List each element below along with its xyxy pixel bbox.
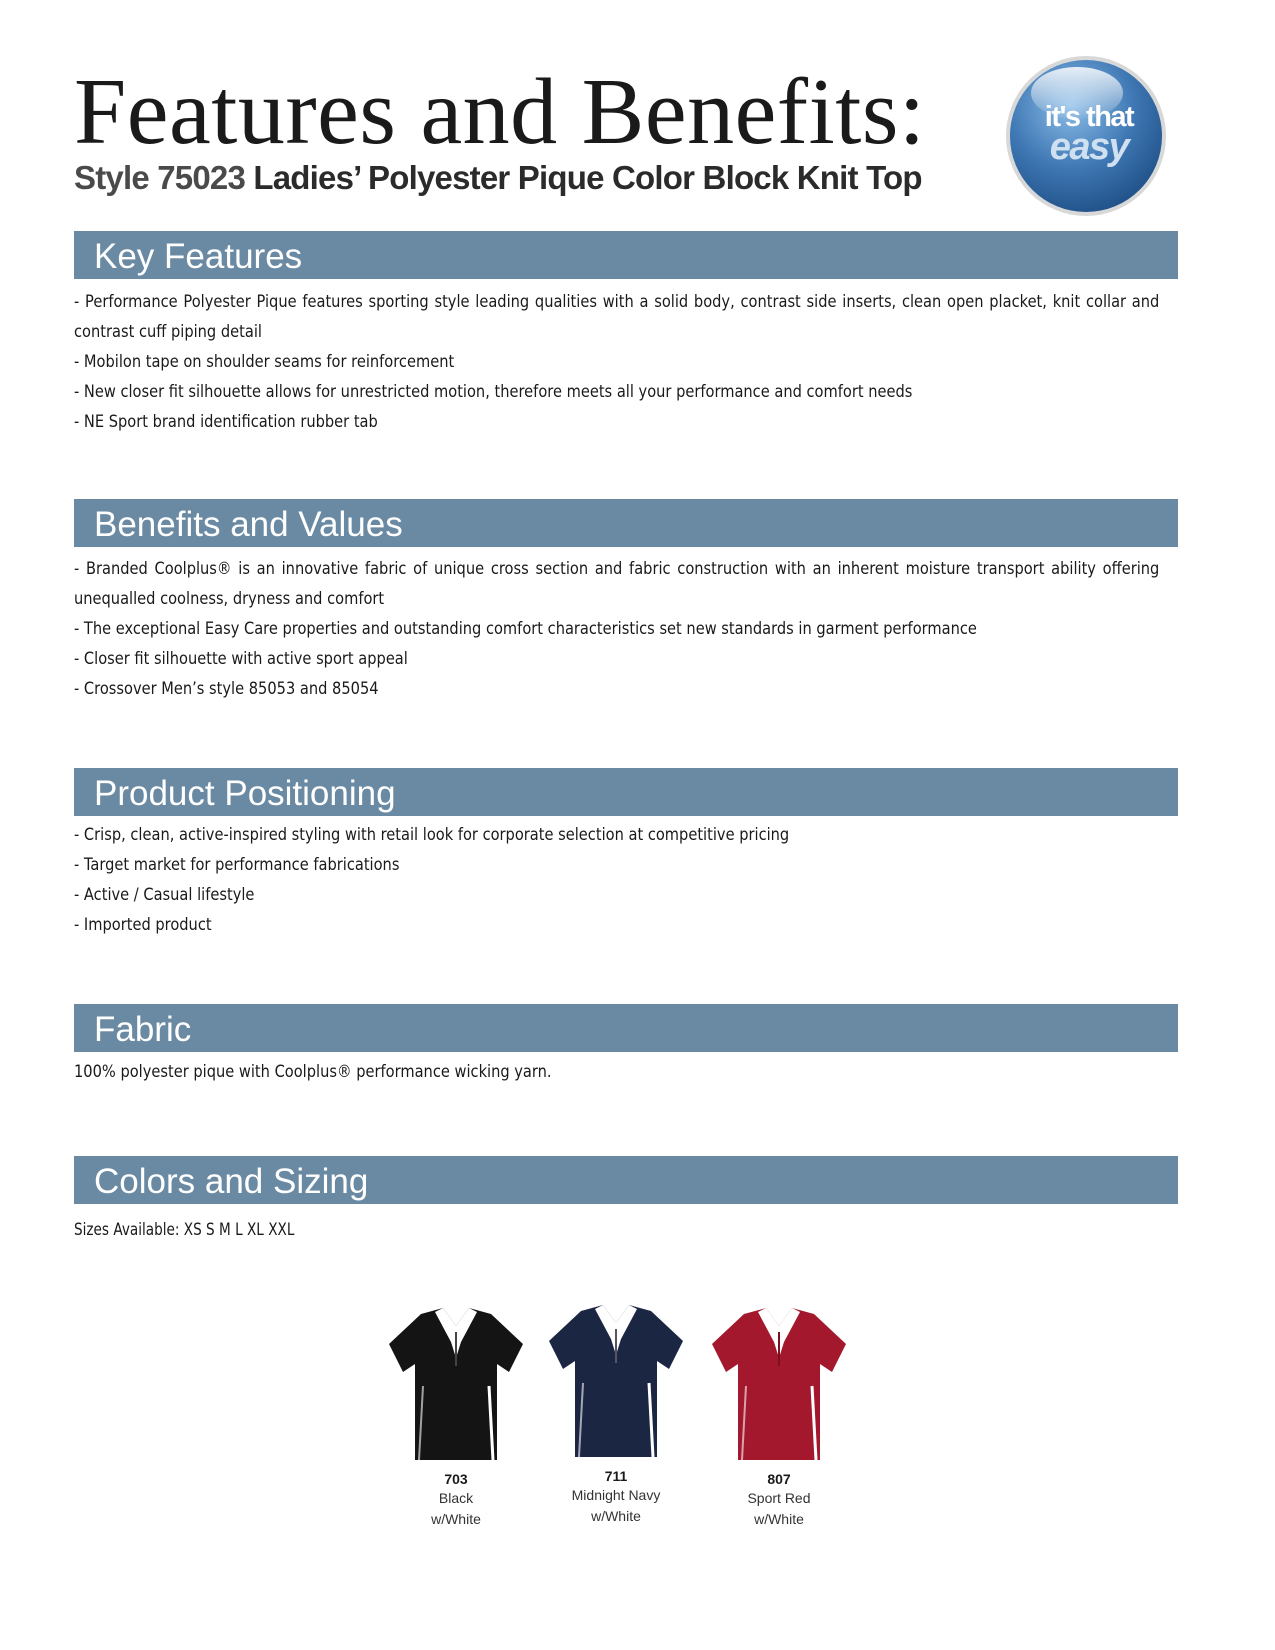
list-item: - Branded Coolplus® is an innovative fabric of unique cross section and fabric construction with an inherent moisture transport ability offering unequalled coolness, dryness and comfort <box>74 559 1160 609</box>
color-swatch-black <box>381 1306 531 1530</box>
list-item: - Crossover Men’s style 85053 and 85054 <box>74 679 379 699</box>
benefits-list <box>74 554 1159 704</box>
color-trim: w/White <box>591 1508 641 1524</box>
colors-heading: Colors and Sizing <box>94 1162 369 1201</box>
polo-shirt-icon <box>541 1303 691 1463</box>
color-swatch-midnight-navy <box>541 1303 691 1527</box>
list-item: - Imported product <box>74 915 212 935</box>
style-number: Style 75023 <box>74 159 246 196</box>
color-name: Black <box>438 1490 474 1506</box>
page-title: Features and Benefits: <box>74 60 926 164</box>
color-name: Midnight Navy <box>571 1487 661 1503</box>
list-item: - The exceptional Easy Care properties and outstanding comfort characteristics set new standards in garment performance <box>74 619 977 639</box>
list-item: - New closer fit silhouette allows for unrestricted motion, therefore meets all your performance and comfort needs <box>74 382 913 402</box>
positioning-header <box>74 768 1178 816</box>
list-item: - Mobilon tape on shoulder seams for reinforcement <box>74 352 455 372</box>
fabric-header <box>74 1004 1178 1052</box>
positioning-list <box>74 820 1159 940</box>
polo-shirt-icon <box>381 1306 531 1466</box>
badge-text-line1: it's that <box>1044 101 1134 133</box>
key-features-list <box>74 287 1159 437</box>
list-item: - Performance Polyester Pique features sporting style leading qualities with a solid body, contrast side inserts, clean open placket, knit collar and contrast cuff piping detail <box>74 292 1160 342</box>
fabric-description: 100% polyester pique with Coolplus® performance wicking yarn. <box>74 1062 552 1082</box>
list-item: - Active / Casual lifestyle <box>74 885 255 905</box>
color-code: 703 <box>444 1471 468 1487</box>
color-name: Sport Red <box>747 1490 811 1506</box>
product-description: Ladies’ Polyester Pique Color Block Knit Top <box>253 159 922 196</box>
positioning-heading: Product Positioning <box>94 774 396 813</box>
list-item: - NE Sport brand identification rubber tab <box>74 412 378 432</box>
benefits-header <box>74 499 1178 547</box>
key-features-header <box>74 231 1178 279</box>
sizes-available: Sizes Available: XS S M L XL XXL <box>74 1220 295 1240</box>
list-item: - Crisp, clean, active-inspired styling with retail look for corporate selection at competitive pricing <box>74 825 790 845</box>
color-swatch-sport-red <box>704 1306 854 1530</box>
fabric-text <box>74 1057 1159 1087</box>
benefits-heading: Benefits and Values <box>94 505 403 544</box>
list-item: - Target market for performance fabrications <box>74 855 400 875</box>
page-subtitle <box>74 158 922 198</box>
badge-text-line2: easy <box>1049 126 1129 168</box>
color-code: 711 <box>604 1468 628 1484</box>
key-features-heading: Key Features <box>94 237 303 276</box>
list-item: - Closer fit silhouette with active sport appeal <box>74 649 408 669</box>
fabric-heading: Fabric <box>94 1010 192 1049</box>
color-trim: w/White <box>754 1511 804 1527</box>
its-that-easy-logo <box>1003 53 1169 219</box>
color-trim: w/White <box>431 1511 481 1527</box>
color-code: 807 <box>767 1471 791 1487</box>
colors-header <box>74 1156 1178 1204</box>
polo-shirt-icon <box>704 1306 854 1466</box>
